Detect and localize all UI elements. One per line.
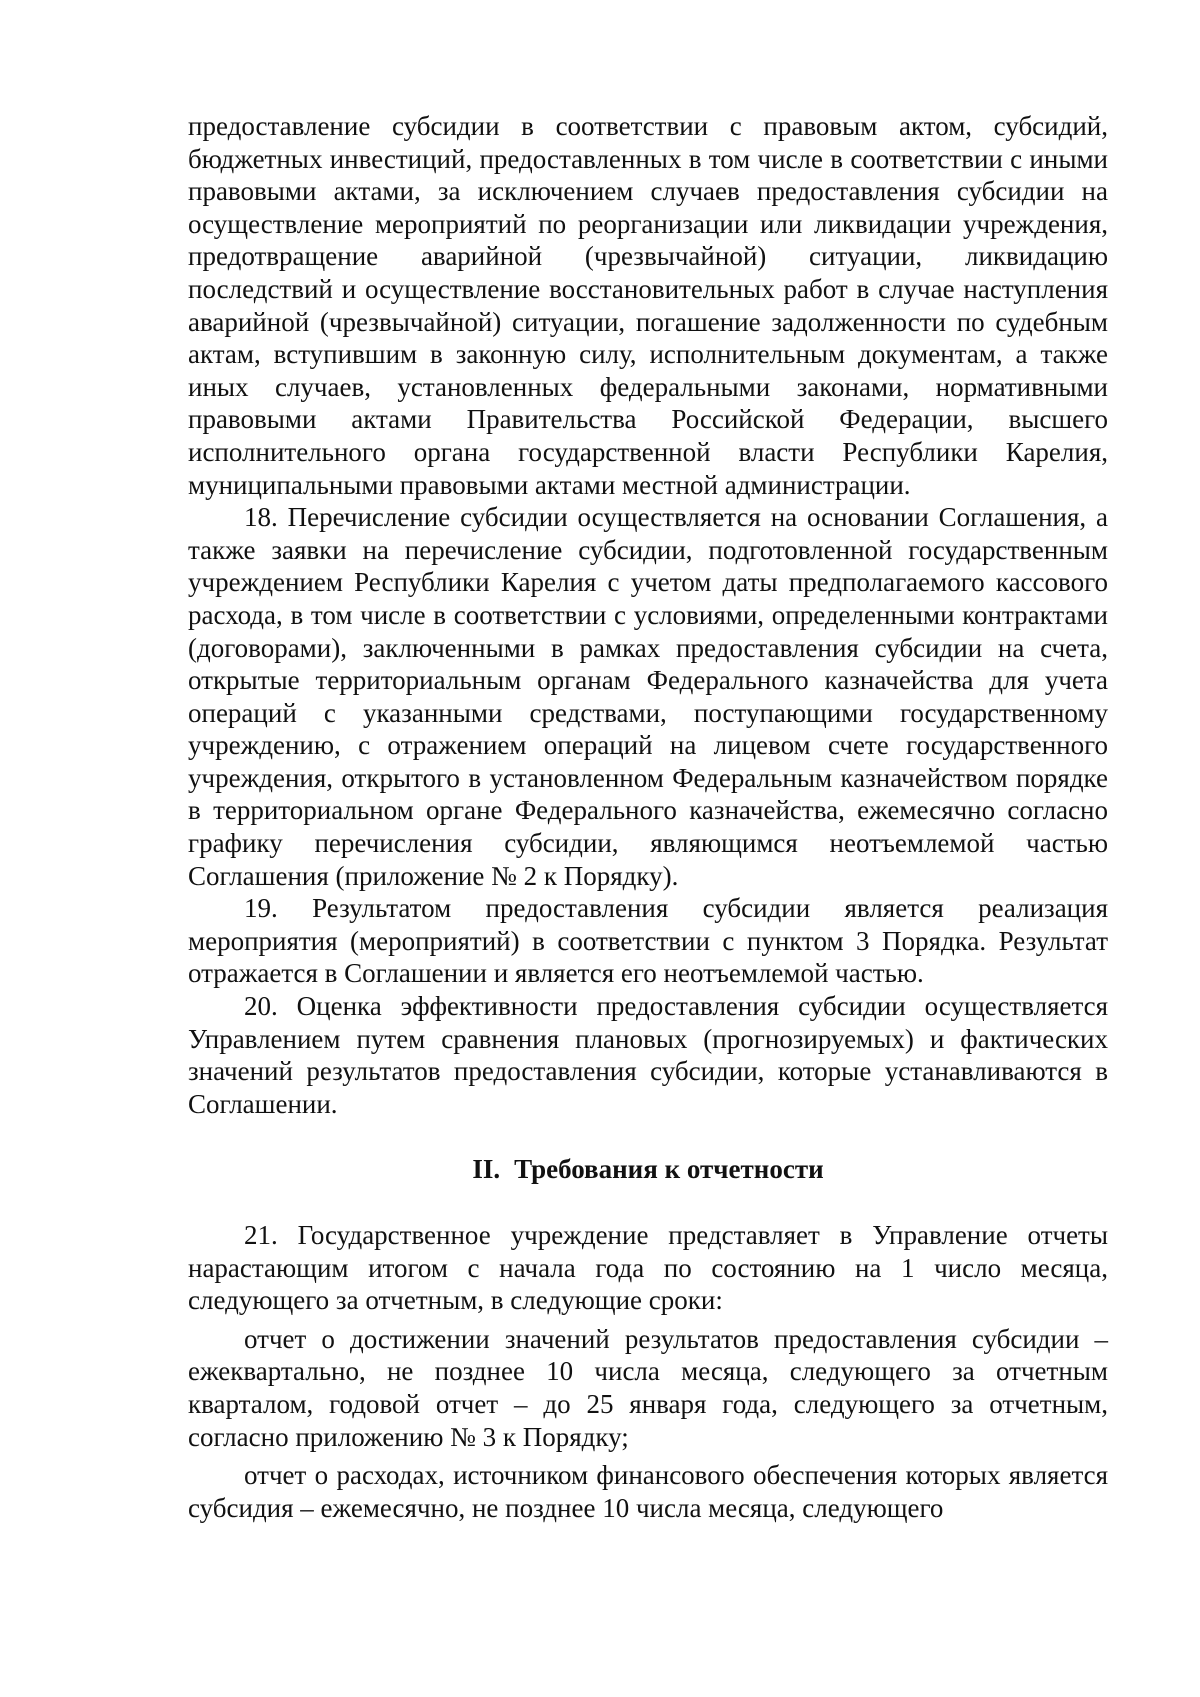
paragraph-17-continuation: предоставление субсидии в соответствии с правовым актом, субсидий, бюджетных инвестиций, предоставленных в том числе в соответствии с иными правовыми актами, за исключением случаев предоставления субсидии на осуществление мероприятий по реорганизации или ликвидации учреждения, предотвращение аварийной (чрезвычайной) ситуации, ликвидацию последствий и осуществление восстановительных работ в случае наступления аварийной (чрезвычайной) ситуации, погашение задолженности по судебным актам, вступившим в законную силу, исполнительным документам, а также иных случаев, установленных федеральными законами, нормативными правовыми актами Правительства Российской Федерации, высшего исполнительного органа государственной власти Республики Карелия, муниципальными правовыми актами местной администрации. xyxy=(188,111,1108,500)
document-page xyxy=(188,110,1108,1524)
paragraph-20: 20. Оценка эффективности предоставления субсидии осуществляется Управлением путем сравнения плановых (прогнозируемых) и фактических значений результатов предоставления субсидии, которые устанавливаются в Соглашении. xyxy=(188,991,1108,1119)
paragraph-18: 18. Перечисление субсидии осуществляется на основании Соглашения, а также заявки на перечисление субсидии, подготовленной государственным учреждением Республики Карелия с учетом даты предполагаемого кассового расхода, в том числе в соответствии с условиями, определенными контрактами (договорами), заключенными в рамках предоставления субсидии на счета, открытые территориальным органам Федерального казначейства для учета операций с указанными средствами, поступающими государственному учреждению, с отражением операций на лицевом счете государственного учреждения, открытого в установленном Федеральным казначейством порядке в территориальном органе Федерального казначейства, ежемесячно согласно графику перечисления субсидии, являющимся неотъемлемой частью Соглашения (приложение № 2 к Порядку). xyxy=(188,502,1108,891)
section-title: Требования к отчетности xyxy=(514,1154,824,1185)
section-heading xyxy=(188,1153,1108,1186)
paragraph-report-results: отчет о достижении значений результатов предоставления субсидии – ежеквартально, не позднее 10 числа месяца, следующего за отчетным кварталом, годовой отчет – до 25 января года, следующего за отчетным, согласно приложению № 3 к Порядку; xyxy=(188,1323,1108,1452)
section-number: II. xyxy=(472,1154,501,1185)
paragraph-19: 19. Результатом предоставления субсидии является реализация мероприятия (мероприятий) в соответствии с пунктом 3 Порядка. Результат отражается в Соглашении и является его неотъемлемой частью. xyxy=(188,893,1108,989)
paragraph-report-expenses: отчет о расходах, источником финансового обеспечения которых является субсидия – ежемесячно, не позднее 10 числа месяца, следующего xyxy=(188,1460,1108,1523)
paragraph-21: 21. Государственное учреждение представляет в Управление отчеты нарастающим итогом с начала года по состоянию на 1 число месяца, следующего за отчетным, в следующие сроки: xyxy=(188,1220,1108,1316)
